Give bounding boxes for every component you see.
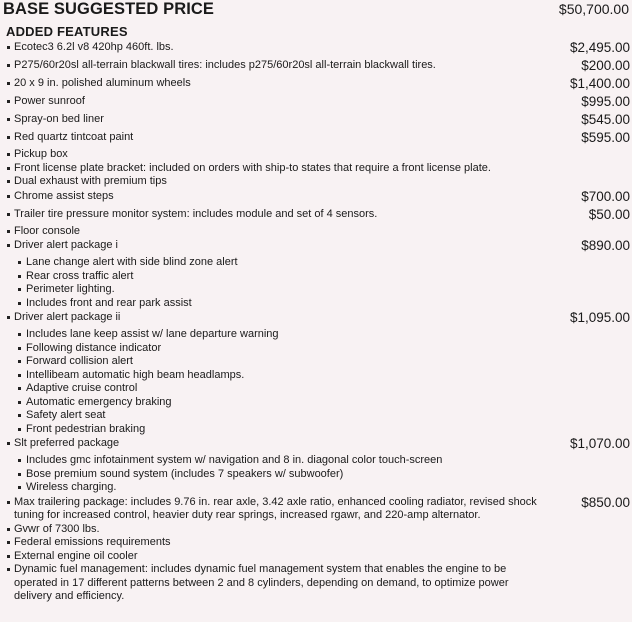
feature-item-body (0, 95, 571, 109)
feature-label: Trailer tire pressure monitor system: includes module and set of 4 sensors. (14, 207, 378, 220)
feature-item-body (0, 270, 632, 284)
feature-item-body (0, 355, 632, 369)
feature-label: Driver alert package i (14, 239, 118, 251)
bullet-icon (7, 244, 10, 247)
bullet-icon (18, 275, 21, 278)
feature-subitem (0, 454, 632, 468)
feature-label: Spray-on bed liner (14, 113, 104, 125)
feature-item (0, 131, 632, 148)
feature-item (0, 59, 632, 76)
feature-item-body (0, 396, 632, 410)
feature-item-body (0, 113, 571, 127)
feature-label: Dual exhaust with premium tips (14, 175, 167, 187)
feature-label: Following distance indicator (26, 341, 162, 354)
feature-label: Includes gmc infotainment system w/ navigation and 8 in. diagonal color touch-screen (26, 454, 443, 466)
feature-label: Front pedestrian braking (26, 422, 146, 435)
feature-item-body (0, 328, 632, 342)
feature-price: $1,400.00 (569, 76, 630, 91)
feature-item-body (0, 162, 632, 176)
feature-item (0, 225, 632, 239)
bullet-icon (7, 528, 10, 531)
feature-item (0, 77, 632, 94)
feature-price: $200.00 (581, 58, 630, 73)
feature-subitem (0, 328, 632, 342)
feature-subitem (0, 369, 632, 383)
bullet-icon (7, 555, 10, 558)
feature-list (0, 41, 632, 604)
base-price-value: $50,700.00 (558, 1, 629, 17)
feature-item (0, 190, 632, 207)
bullet-icon (18, 486, 21, 489)
added-features-heading: ADDED FEATURES (6, 24, 128, 39)
feature-label: Adaptive cruise control (26, 382, 138, 394)
feature-price: $2,495.00 (569, 40, 630, 55)
feature-item-body (0, 481, 632, 495)
bullet-icon (7, 501, 10, 504)
feature-label: Lane change alert with side blind zone alert (26, 256, 238, 268)
bullet-icon (18, 387, 21, 390)
feature-item-body (0, 59, 571, 73)
feature-subitem (0, 355, 632, 369)
bullet-icon (7, 213, 10, 216)
feature-price: $1,095.00 (569, 310, 630, 325)
feature-price: $545.00 (581, 112, 630, 127)
feature-item-body (0, 41, 560, 55)
feature-item (0, 523, 632, 537)
feature-item-body (0, 239, 571, 253)
feature-label: Perimeter lighting. (26, 283, 115, 295)
feature-item-body (0, 342, 632, 356)
bullet-icon (7, 230, 10, 233)
feature-label: P275/60r20sl all-terrain blackwall tires: includes p275/60r20sl all-terrain blackwall tires. (14, 59, 436, 71)
feature-item (0, 41, 632, 58)
feature-item (0, 311, 632, 328)
bullet-icon (18, 360, 21, 363)
bullet-icon (7, 568, 10, 571)
feature-item (0, 175, 632, 189)
feature-price: $700.00 (581, 188, 630, 204)
feature-item-body (0, 536, 632, 550)
feature-item-body (0, 437, 560, 451)
feature-item-body (0, 311, 560, 325)
bullet-icon (7, 118, 10, 121)
feature-label: Federal emissions requirements (14, 536, 171, 548)
feature-label: Front license plate bracket: included on orders with ship-to states that require a front license plate. (14, 161, 491, 174)
feature-item-body (0, 369, 632, 383)
feature-subitem (0, 423, 632, 437)
feature-item (0, 437, 632, 454)
feature-item-body (0, 423, 632, 437)
feature-label: Dynamic fuel management: includes dynamic fuel management system that enables the engine to be operated in 17 different patterns between 2 and 8 cylinders, depending on demand, to optimize power delivery and efficiency. (14, 563, 509, 602)
feature-item-body (0, 550, 632, 564)
feature-item-body (0, 77, 560, 91)
feature-label: Floor console (14, 224, 81, 237)
feature-item-body (0, 208, 579, 222)
feature-subitem (0, 297, 632, 311)
bullet-icon (7, 64, 10, 67)
feature-label: Includes lane keep assist w/ lane departure warning (26, 328, 279, 340)
feature-label: Power sunroof (14, 95, 85, 107)
feature-subitem (0, 342, 632, 356)
feature-label: Safety alert seat (26, 409, 106, 421)
bullet-icon (18, 473, 21, 476)
feature-item (0, 148, 632, 162)
bullet-icon (7, 100, 10, 103)
feature-label: Ecotec3 6.2l v8 420hp 460ft. lbs. (14, 41, 174, 53)
bullet-icon (7, 153, 10, 156)
bullet-icon (7, 180, 10, 183)
feature-label: Pickup box (14, 148, 68, 160)
feature-item-body (0, 256, 632, 270)
feature-item-body (0, 454, 632, 468)
feature-item-body (0, 409, 632, 423)
feature-item (0, 95, 632, 112)
feature-price: $1,070.00 (569, 436, 630, 451)
bullet-icon (18, 459, 21, 462)
feature-item (0, 563, 632, 604)
feature-label: Forward collision alert (26, 355, 133, 367)
feature-item-body (0, 382, 632, 396)
bullet-icon (7, 136, 10, 139)
feature-item (0, 239, 632, 256)
feature-label: External engine oil cooler (14, 549, 138, 562)
feature-subitem (0, 481, 632, 495)
feature-label: 20 x 9 in. polished aluminum wheels (14, 77, 191, 89)
feature-item-body (0, 225, 632, 239)
feature-label: Max trailering package: includes 9.76 in. rear axle, 3.42 axle ratio, enhanced cooling radiator, revised shock tuning for increased control, heavier duty rear springs, increased rgawr, and 220-amp alternator. (14, 495, 537, 521)
feature-subitem (0, 270, 632, 284)
bullet-icon (18, 428, 21, 431)
bullet-icon (7, 316, 10, 319)
feature-subitem (0, 283, 632, 297)
bullet-icon (18, 261, 21, 264)
feature-label: Driver alert package ii (14, 311, 121, 323)
bullet-icon (7, 46, 10, 49)
feature-subitem (0, 468, 632, 482)
feature-label: Red quartz tintcoat paint (14, 131, 134, 143)
feature-item-body (0, 283, 632, 297)
bullet-icon (7, 541, 10, 544)
feature-item-body (0, 148, 632, 162)
bullet-icon (18, 414, 21, 417)
feature-label: Intellibeam automatic high beam headlamps. (26, 368, 245, 381)
feature-item-body (0, 523, 632, 537)
feature-item (0, 162, 632, 176)
feature-subitem (0, 382, 632, 396)
base-price-title: BASE SUGGESTED PRICE (3, 0, 215, 18)
feature-item (0, 536, 632, 550)
bullet-icon (18, 347, 21, 350)
feature-subitem (0, 256, 632, 270)
bullet-icon (18, 302, 21, 305)
bullet-icon (18, 401, 21, 404)
feature-item (0, 496, 632, 523)
feature-subitem (0, 409, 632, 423)
feature-label: Slt preferred package (14, 437, 120, 449)
bullet-icon (7, 82, 10, 85)
feature-price: $595.00 (581, 130, 630, 145)
feature-item-body (0, 131, 571, 145)
bullet-icon (7, 442, 10, 445)
feature-item (0, 113, 632, 130)
feature-label: Gvwr of 7300 lbs. (14, 522, 100, 535)
feature-item-body (0, 496, 571, 523)
bullet-icon (7, 195, 10, 198)
feature-price: $995.00 (581, 94, 630, 109)
feature-item-body (0, 468, 632, 482)
feature-price: $50.00 (588, 206, 630, 222)
bullet-icon (7, 167, 10, 170)
bullet-icon (18, 374, 21, 377)
base-price-row (3, 0, 629, 19)
feature-label: Bose premium sound system (includes 7 speakers w/ subwoofer) (26, 467, 344, 480)
feature-price: $890.00 (581, 238, 630, 253)
feature-label: Automatic emergency braking (26, 395, 172, 408)
feature-subitem (0, 396, 632, 410)
feature-item (0, 550, 632, 564)
feature-label: Includes front and rear park assist (26, 296, 192, 309)
feature-item (0, 208, 632, 225)
bullet-icon (18, 333, 21, 336)
bullet-icon (18, 288, 21, 291)
feature-item-body (0, 190, 571, 204)
feature-item-body (0, 175, 632, 189)
feature-item-body (0, 297, 632, 311)
feature-label: Rear cross traffic alert (26, 269, 134, 282)
feature-label: Wireless charging. (26, 481, 117, 493)
feature-label: Chrome assist steps (14, 189, 114, 202)
feature-price: $850.00 (581, 494, 630, 510)
feature-item-body (0, 563, 632, 604)
